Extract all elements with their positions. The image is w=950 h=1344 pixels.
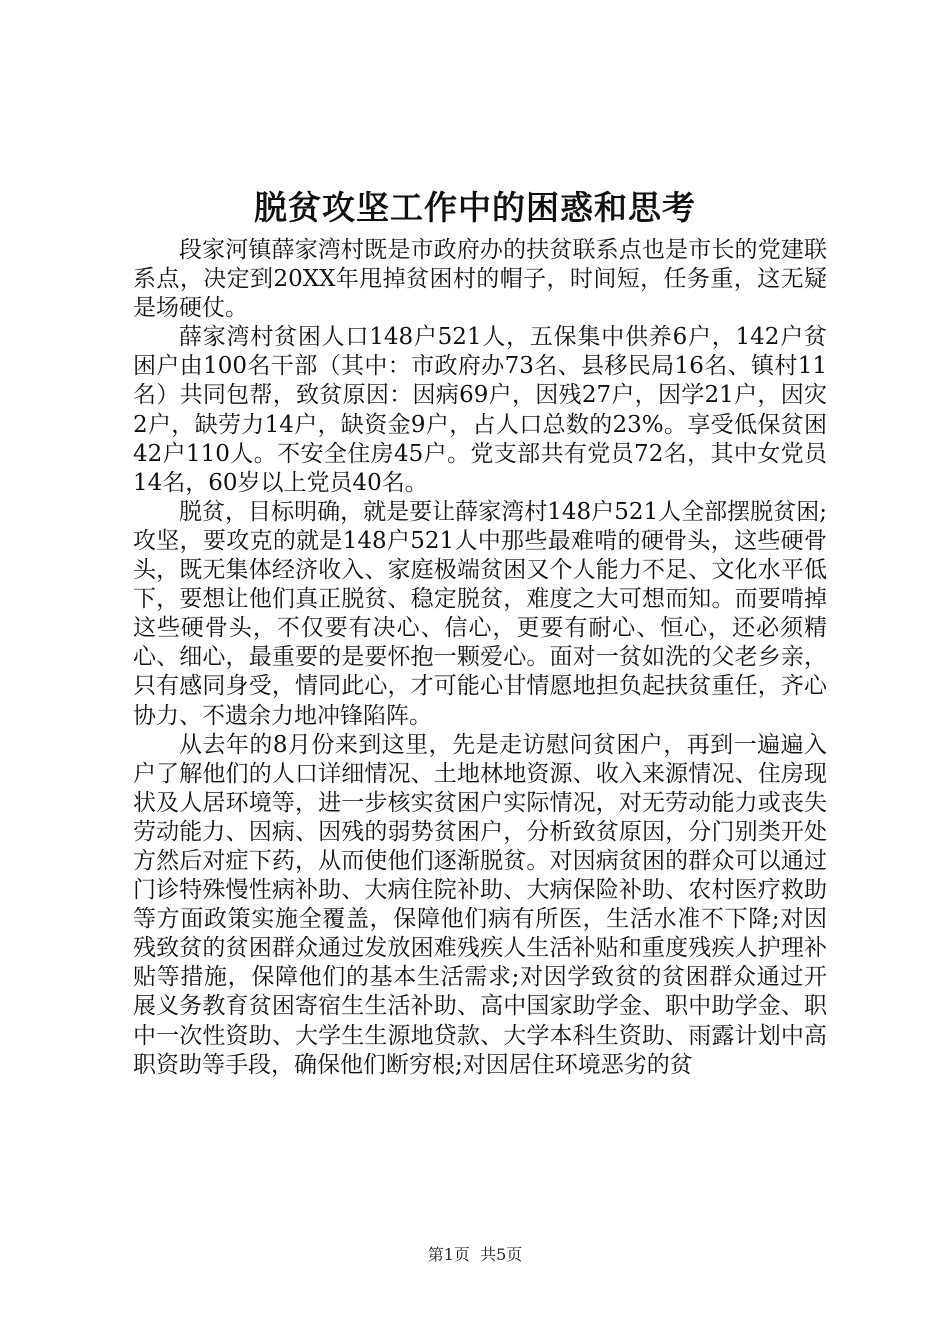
- document-body: [133, 236, 827, 1080]
- paragraph: 薛家湾村贫困人口148户521人，五保集中供养6户，142户贫困户由100名干部（其中：市政府办73名、县移民局16名、镇村11名）共同包帮，致贫原因：因病69户，因残27户，因学21户，因灾2户，缺劳力14户，缺资金9户，占人口总数的23%。享受低保贫困42户110人。不安全住房45户。党支部共有党员72名，其中女党员14名，60岁以上党员40名。: [133, 324, 827, 496]
- paragraph: 段家河镇薛家湾村既是市政府办的扶贫联系点也是市长的党建联系点，决定到20XX年甩掉贫困村的帽子，时间短，任务重，这无疑是场硬仗。: [133, 237, 827, 322]
- page-footer: [0, 1243, 950, 1267]
- page-total: 共5页: [480, 1245, 523, 1264]
- page-number: 第1页: [427, 1245, 470, 1264]
- document-title: 脱贫攻坚工作中的困惑和思考: [254, 188, 696, 227]
- paragraph: 脱贫，目标明确，就是要让薛家湾村148户521人全部摆脱贫困;攻坚，要攻克的就是148户521人中那些最难啃的硬骨头，这些硬骨头，既无集体经济收入、家庭极端贫困又个人能力不足、文化水平低下，要想让他们真正脱贫、稳定脱贫，难度之大可想而知。而要啃掉这些硬骨头，不仅要有决心、信心，更要有耐心、恒心，还必须精心、细心，最重要的是要怀抱一颗爱心。面对一贫如洗的父老乡亲，只有感同身受，情同此心，才可能心甘情愿地担负起扶贫重任，齐心协力、不遗余力地冲锋陷阵。: [133, 498, 827, 729]
- paragraph: 从去年的8月份来到这里，先是走访慰问贫困户，再到一遍遍入户了解他们的人口详细情况、土地林地资源、收入来源情况、住房现状及人居环境等，进一步核实贫困户实际情况，对无劳动能力或丧失劳动能力、因病、因残的弱势贫困户，分析致贫原因，分门别类开处方然后对症下药，从而使他们逐渐脱贫。对因病贫困的群众可以通过门诊特殊慢性病补助、大病住院补助、大病保险补助、农村医疗救助等方面政策实施全覆盖，保障他们病有所医，生活水准不下降;对因残致贫的贫困群众通过发放困难残疾人生活补贴和重度残疾人护理补贴等措施，保障他们的基本生活需求;对因学致贫的贫困群众通过开展义务教育贫困寄宿生生活补助、高中国家助学金、职中助学金、职中一次性资助、大学生生源地贷款、大学本科生资助、雨露计划中高职资助等手段，确保他们断穷根;对因居住环境恶劣的贫: [133, 731, 827, 1078]
